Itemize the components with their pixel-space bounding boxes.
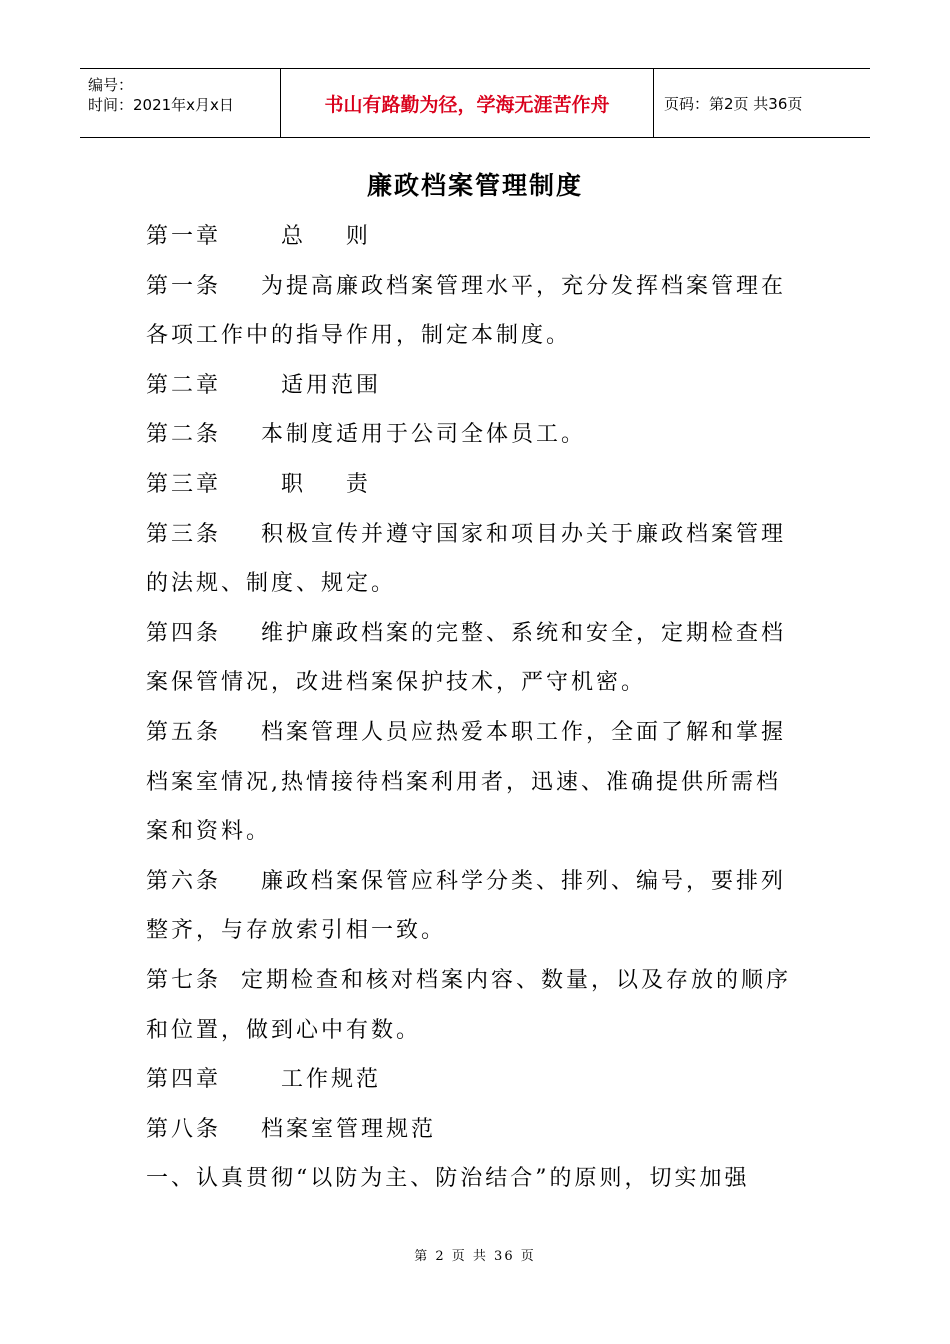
body-line: 第八条 档案室管理规范 bbox=[146, 1116, 436, 1142]
code-label: 编号： bbox=[88, 76, 134, 94]
body-line: 第三条 积极宣传并遵守国家和项目办关于廉政档案管理 bbox=[146, 521, 786, 547]
body-line: 第七条 定期检查和核对档案内容、数量，以及存放的顺序 bbox=[146, 967, 791, 993]
page-footer: 第 2 页 共 36 页 bbox=[414, 1249, 536, 1264]
body-line: 第一条 为提高廉政档案管理水平，充分发挥档案管理在 bbox=[146, 273, 786, 299]
body-line: 案和资料。 bbox=[146, 819, 272, 845]
body-line: 第二章 适用范围 bbox=[146, 372, 381, 398]
body-line: 各项工作中的指导作用，制定本制度。 bbox=[146, 323, 572, 349]
body-line: 整齐，与存放索引相一致。 bbox=[146, 918, 447, 944]
header-meta bbox=[80, 69, 280, 137]
body-line: 和位置，做到心中有数。 bbox=[146, 1017, 422, 1043]
header-table bbox=[80, 68, 870, 138]
header-motto: 书山有路勤为径，学海无涯苦作舟 bbox=[280, 69, 654, 137]
document-title: 廉政档案管理制度 bbox=[366, 171, 583, 200]
document-body bbox=[146, 212, 806, 1204]
body-line: 的法规、制度、规定。 bbox=[146, 571, 397, 597]
body-line: 第四章 工作规范 bbox=[146, 1067, 381, 1093]
body-line: 第六条 廉政档案保管应科学分类、排列、编号，要排列 bbox=[146, 868, 786, 894]
body-line: 第五条 档案管理人员应热爱本职工作，全面了解和掌握 bbox=[146, 719, 786, 745]
time-label: 时间：2021年x月x日 bbox=[88, 96, 234, 114]
body-line: 一、认真贯彻“以防为主、防治结合”的原则，切实加强 bbox=[146, 1166, 750, 1192]
body-line: 档案室情况,热情接待档案利用者，迅速、准确提供所需档 bbox=[146, 769, 781, 795]
body-line: 案保管情况，改进档案保护技术，严守机密。 bbox=[146, 670, 647, 696]
body-line: 第一章 总 则 bbox=[146, 224, 371, 249]
body-line: 第二条 本制度适用于公司全体员工。 bbox=[146, 422, 586, 448]
header-page-info: 页码：第2页 共36页 bbox=[664, 94, 803, 113]
body-line: 第四条 维护廉政档案的完整、系统和安全，定期检查档 bbox=[146, 620, 786, 646]
body-line: 第三章 职 责 bbox=[146, 471, 371, 497]
